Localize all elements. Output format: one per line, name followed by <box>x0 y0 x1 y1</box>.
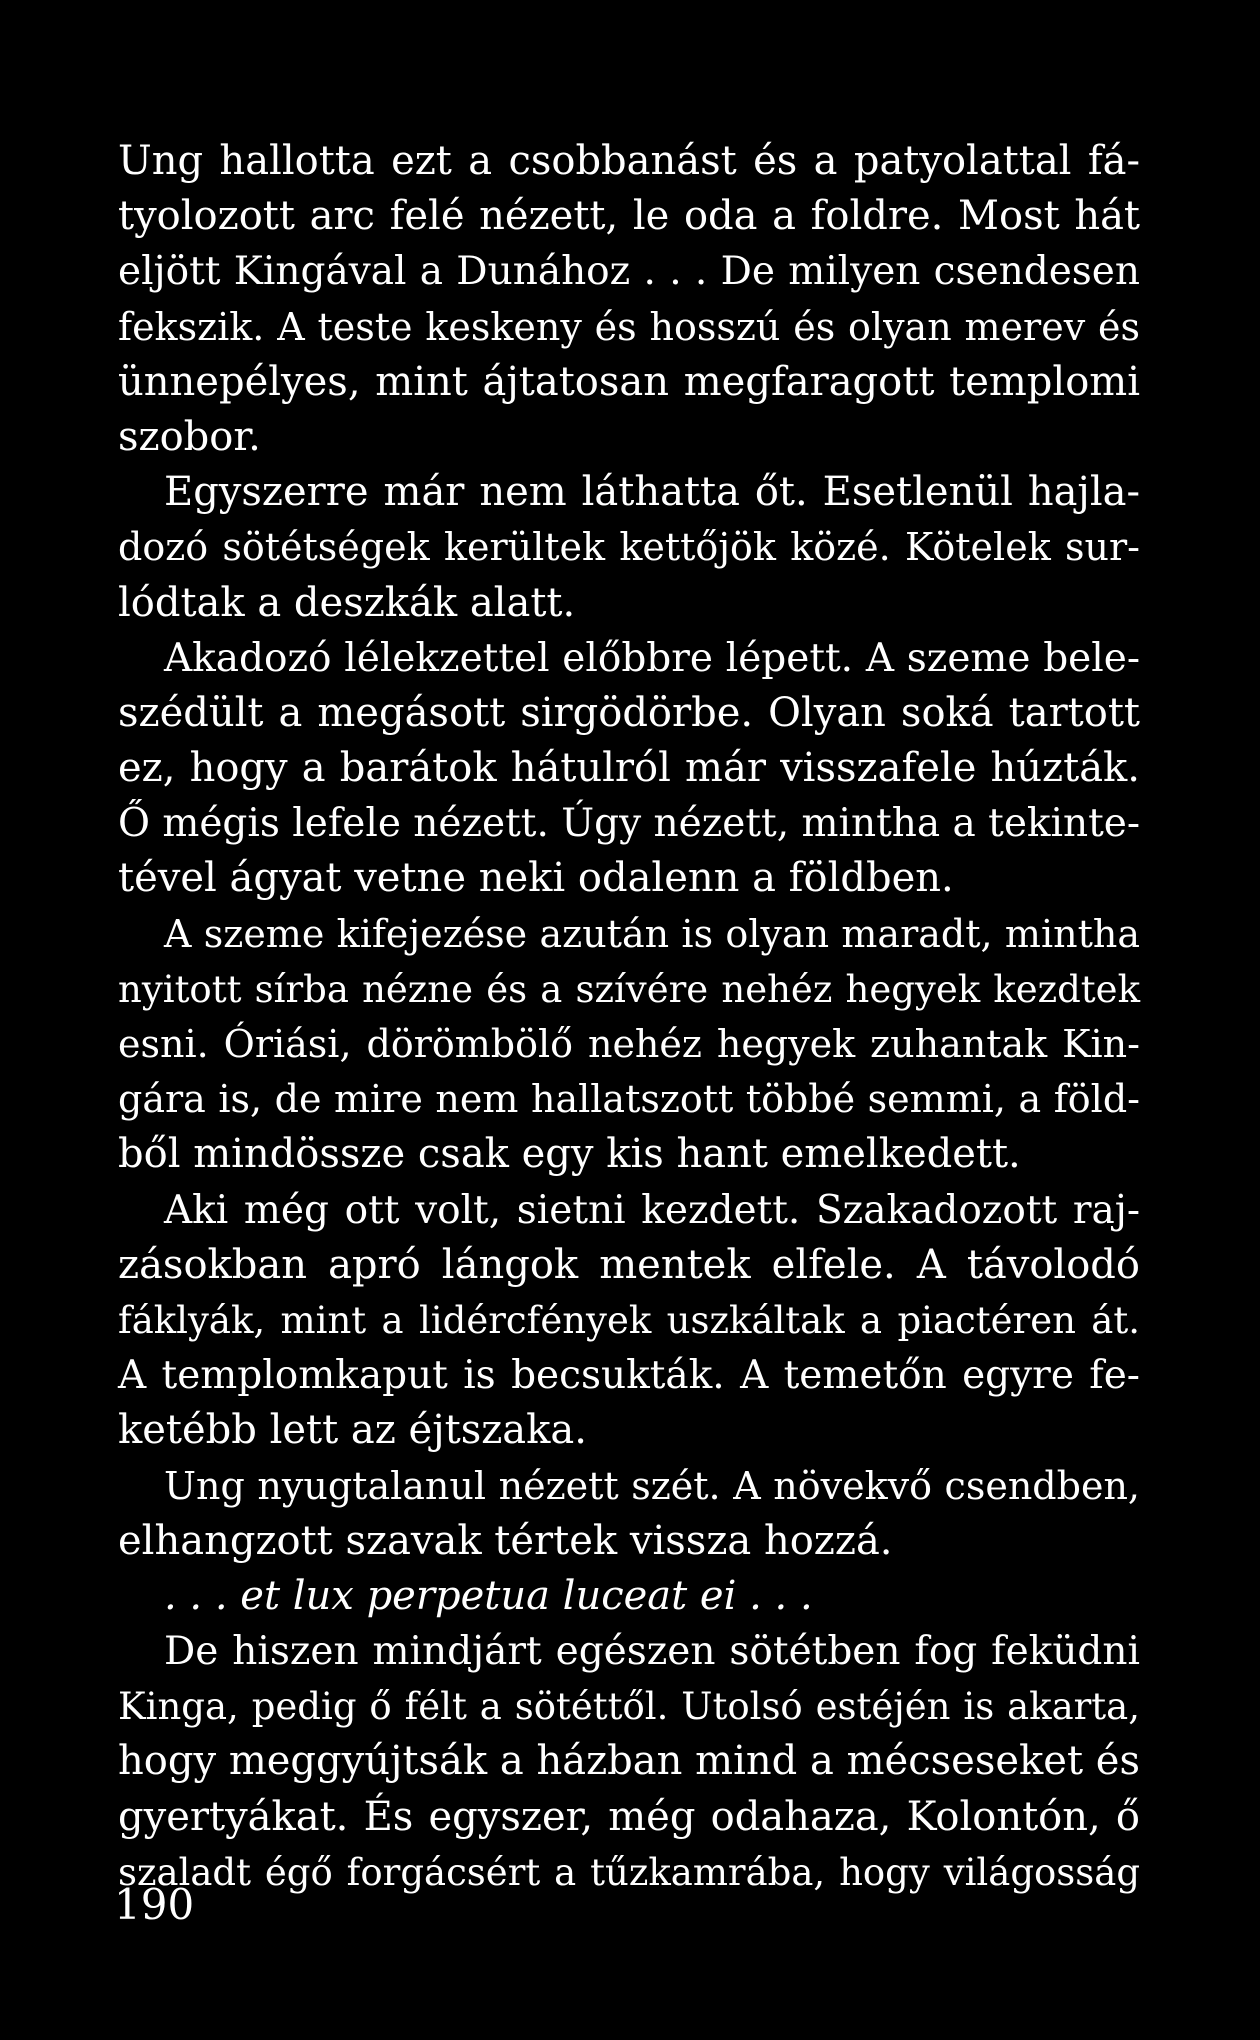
text-line: elhangzott szavak tértek vissza hozzá. <box>118 1517 893 1564</box>
text-line: tyolozott arc felé nézett, le oda a foldre. Most hát <box>118 193 1140 240</box>
text-line: A templomkaput is becsukták. A temetőn egyre fe- <box>118 1353 1140 1399</box>
text-line: fekszik. A teste keskeny és hosszú és olyan merev és <box>118 304 1140 349</box>
text-line: ketébb lett az éjtszaka. <box>118 1407 587 1454</box>
text-line: Egyszerre már nem láthatta őt. Esetlenül hajla- <box>164 469 1140 516</box>
text-line: szobor. <box>118 413 261 460</box>
text-line: eljött Kingával a Dunához . . . De milyen csendesen <box>118 249 1140 295</box>
text-line: Kinga, pedig ő félt a sötéttől. Utolsó estéjén is akarta, <box>118 1685 1140 1729</box>
text-line: Ung hallotta ezt a csobbanást és a patyolattal fá- <box>118 138 1140 184</box>
text-line: gyertyákat. És egyszer, még odahaza, Kolontón, ő <box>118 1793 1140 1840</box>
text-line: tével ágyat vetne neki odalenn a földben. <box>118 855 954 902</box>
text-line: szédült a megásott sirgödörbe. Olyan soká tartott <box>118 689 1140 736</box>
text-line: Aki még ott volt, sietni kezdett. Szakadozott raj- <box>164 1187 1140 1233</box>
text-line: Ő mégis lefele nézett. Úgy nézett, mintha a tekinte- <box>118 801 1141 847</box>
text-line: esni. Óriási, dörömbölő nehéz hegyek zuhantak Kin- <box>118 1022 1140 1066</box>
text-line: lódtak a deszkák alatt. <box>118 579 576 626</box>
page-body-text <box>118 134 1140 1900</box>
text-line: zásokban apró lángok mentek elfele. A távolodó <box>118 1241 1140 1288</box>
text-line: hogy meggyújtsák a házban mind a mécseseket és <box>118 1738 1140 1785</box>
text-line: dozó sötétségek kerültek kettőjök közé. Kötelek sur- <box>118 525 1140 570</box>
text-line: szaladt égő forgácsért a tűzkamrába, hogy világosság <box>118 1850 1140 1894</box>
text-line: Akadozó lélekzettel előbbre lépett. A szeme bele- <box>164 635 1140 681</box>
latin-quote-line: . . . et lux perpetua luceat ei . . . <box>164 1572 813 1619</box>
page-number: 190 <box>114 1880 195 1929</box>
text-line: ből mindössze csak egy kis hant emelkedett. <box>118 1131 1021 1178</box>
text-line: A szeme kifejezése azután is olyan maradt, mintha <box>164 911 1140 956</box>
text-line: ünnepélyes, mint ájtatosan megfaragott templomi <box>118 358 1140 405</box>
text-line: fáklyák, mint a lidércfények uszkáltak a piactéren át. <box>118 1298 1140 1342</box>
text-line: Ung nyugtalanul nézett szét. A növekvő csendben, <box>164 1463 1140 1508</box>
text-line: gára is, de mire nem hallatszott többé semmi, a föld- <box>118 1077 1140 1122</box>
text-line: nyitott sírba nézne és a szívére nehéz hegyek kezdtek <box>118 967 1140 1011</box>
text-line: De hiszen mindjárt egészen sötétben fog feküdni <box>164 1629 1140 1675</box>
text-line: ez, hogy a barátok hátulról már visszafele húzták. <box>118 745 1140 792</box>
